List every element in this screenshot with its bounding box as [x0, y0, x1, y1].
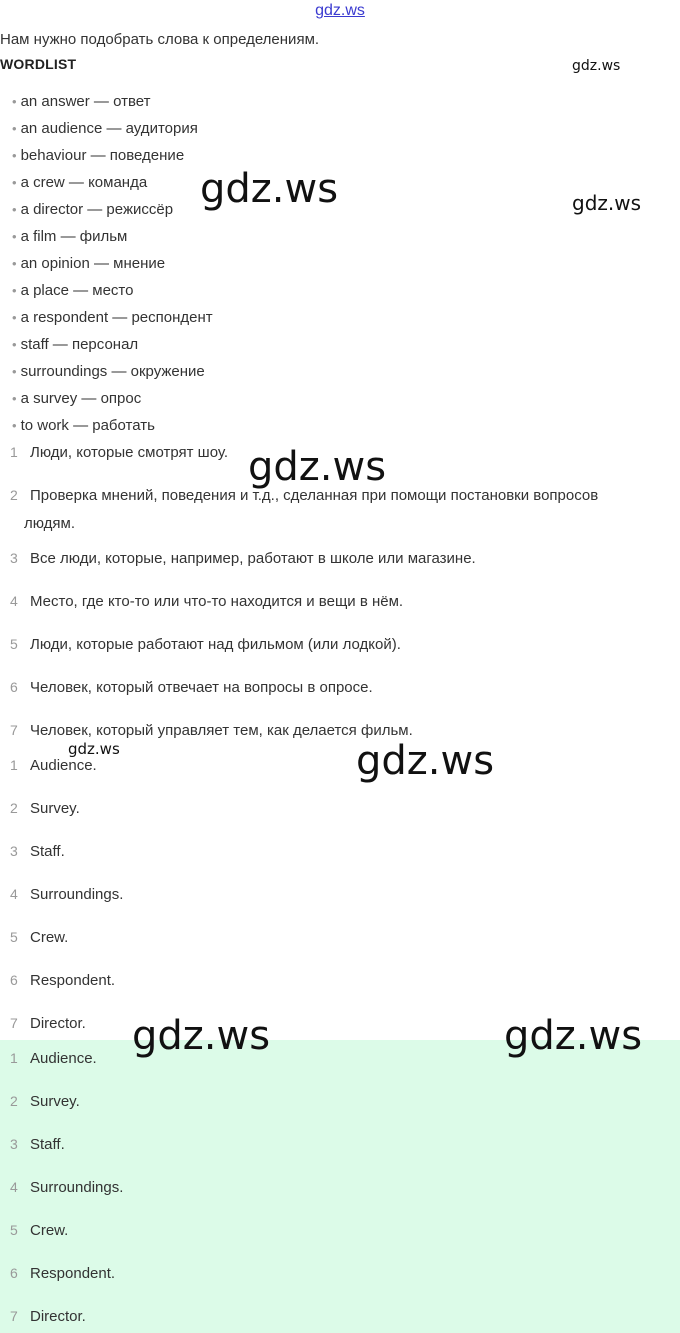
watermark: gdz.ws [572, 191, 642, 215]
answer-item: 3 Staff. [10, 843, 65, 860]
definition-item: 5 Люди, которые работают над фильмом (или лодкой). [10, 636, 401, 653]
definition-item: 4 Место, где кто-то или что-то находится и вещи в нём. [10, 593, 404, 610]
answer-item: 7 Director. [10, 1015, 86, 1032]
wordlist-item: • a crew — команда [12, 174, 148, 191]
answer-item: 4 Surroundings. [10, 886, 124, 903]
answer-item: 5 Crew. [10, 929, 69, 946]
definition-item: 1 Люди, которые смотрят шоу. [10, 444, 229, 461]
highlighted-answer-item: 4 Surroundings. [10, 1179, 124, 1196]
highlighted-answer-item: 5 Crew. [10, 1222, 69, 1239]
highlighted-answer-item: 7 Director. [10, 1308, 86, 1325]
highlighted-answer-item: 1 Audience. [10, 1050, 97, 1067]
wordlist-item: • surroundings — окружение [12, 363, 205, 380]
answer-item: 2 Survey. [10, 800, 80, 817]
wordlist-item: • staff — персонал [12, 336, 139, 353]
wordlist-item: • an opinion — мнение [12, 255, 166, 272]
wordlist-item: • a film — фильм [12, 228, 128, 245]
watermark: gdz.ws [356, 738, 495, 784]
wordlist-heading: WORDLIST [0, 56, 77, 72]
watermark: gdz.ws [504, 1013, 643, 1059]
answer-item: 6 Respondent. [10, 972, 116, 989]
wordlist-item: • an audience — аудитория [12, 120, 198, 137]
watermark: gdz.ws [68, 740, 120, 758]
watermark: gdz.ws [572, 58, 621, 74]
watermark: gdz.ws [132, 1013, 271, 1059]
wordlist-item: • a respondent — респондент [12, 309, 213, 326]
watermark: gdz.ws [200, 166, 339, 212]
wordlist-item: • an answer — ответ [12, 93, 151, 110]
highlighted-answer-item: 6 Respondent. [10, 1265, 116, 1282]
definition-item: 2 Проверка мнений, поведения и т.д., сделанная при помощи постановки вопросов [10, 487, 599, 504]
site-link[interactable]: gdz.ws [315, 2, 365, 19]
wordlist-item: • a director — режиссёр [12, 201, 174, 218]
answer-item: 1 Audience. [10, 757, 97, 774]
wordlist-item: • a place — место [12, 282, 134, 299]
wordlist-item: • to work — работать [12, 417, 155, 434]
definition-item: 7 Человек, который управляет тем, как делается фильм. [10, 722, 413, 739]
intro-text: Нам нужно подобрать слова к определениям. [0, 31, 320, 48]
wordlist-item: • behaviour — поведение [12, 147, 185, 164]
highlighted-answer-item: 3 Staff. [10, 1136, 65, 1153]
watermark: gdz.ws [248, 444, 387, 490]
wordlist-item: • a survey — опрос [12, 390, 142, 407]
highlighted-answer-item: 2 Survey. [10, 1093, 80, 1110]
definition-item: 6 Человек, который отвечает на вопросы в опросе. [10, 679, 373, 696]
definition-item: 3 Все люди, которые, например, работают в школе или магазине. [10, 550, 476, 567]
definition-continuation: людям. [24, 515, 76, 532]
